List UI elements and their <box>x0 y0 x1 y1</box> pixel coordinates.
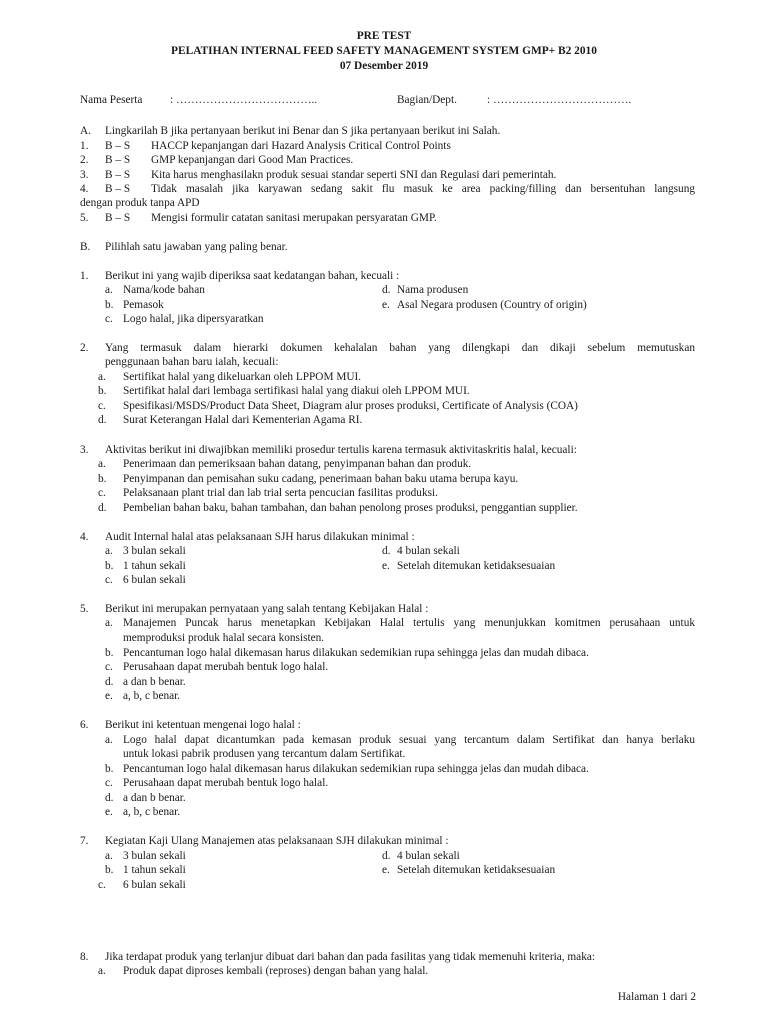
option-letter: c. <box>105 777 113 789</box>
option-text: a dan b benar. <box>123 792 186 804</box>
option-text: 1 tahun sekali <box>123 864 186 876</box>
option-letter: a. <box>98 965 106 977</box>
option-text: Nama/kode bahan <box>123 284 205 296</box>
tf-number: 5. <box>80 212 89 224</box>
option-text: Setelah ditemukan ketidaksesuaian <box>397 864 556 876</box>
option-text: 1 tahun sekali <box>123 560 186 572</box>
option-text: 3 bulan sekali <box>123 850 186 862</box>
question-number: 8. <box>80 951 89 963</box>
section-b-marker: B. <box>80 241 91 253</box>
tf-statement: Tidak masalah jika karyawan sedang sakit flu masuk ke area packing/filling dan bersentuhan langsung <box>151 183 695 195</box>
option-letter: d. <box>98 502 107 514</box>
option-text: Setelah ditemukan ketidaksesuaian <box>397 560 556 572</box>
name-label: Nama Peserta <box>80 94 143 106</box>
question-text: Audit Internal halal atas pelaksanaan SJH harus dilakukan minimal : <box>105 531 415 543</box>
option-text: Spesifikasi/MSDS/Product Data Sheet, Diagram alur proses produksi, Certificate of Analysis (COA) <box>123 400 578 412</box>
document-title: PRE TEST <box>356 30 412 42</box>
option-letter: d. <box>382 850 391 862</box>
option-text: Sertifikat halal dari lembaga sertifikasi halal yang diakui oleh LPPOM MUI. <box>123 385 470 397</box>
option-letter: c. <box>105 574 113 586</box>
dept-field: : ………………………………. <box>487 94 632 106</box>
tf-choice: B – S <box>105 140 131 152</box>
option-letter: a. <box>98 371 106 383</box>
option-text: Pelaksanaan plant trial dan lab trial serta pencucian fasilitas produksi. <box>123 487 438 499</box>
option-text: 6 bulan sekali <box>123 574 186 586</box>
tf-number: 1. <box>80 140 89 152</box>
option-letter: d. <box>105 676 114 688</box>
option-text: Pencantuman logo halal dikemasan harus dilakukan sedemikian rupa sehingga jelas dan mudah dibaca. <box>123 763 589 775</box>
option-letter: a. <box>105 850 113 862</box>
option-text: Penerimaan dan pemeriksaan bahan datang, penyimpanan bahan dan produk. <box>123 458 472 470</box>
option-text: Sertifikat halal yang dikeluarkan oleh LPPOM MUI. <box>123 371 362 383</box>
document-date: 07 Desember 2019 <box>339 60 429 72</box>
option-text-continued: memproduksi produk halal secara konsisten. <box>123 632 325 644</box>
option-letter: e. <box>105 690 113 702</box>
option-letter: c. <box>105 313 113 325</box>
option-letter: b. <box>105 763 114 775</box>
name-field: : ……………………………….. <box>170 94 318 106</box>
question-text: Berikut ini ketentuan mengenai logo halal : <box>105 719 301 731</box>
option-text: 4 bulan sekali <box>397 850 460 862</box>
tf-statement: Mengisi formulir catatan sanitasi merupakan persyaratan GMP. <box>151 212 437 224</box>
option-letter: c. <box>98 400 106 412</box>
tf-statement: HACCP kepanjangan dari Hazard Analysis Critical Control Points <box>151 140 451 152</box>
option-text: Logo halal dapat dicantumkan pada kemasan produk sesuai yang tercantum dalam Sertifikat dan hanya berlaku <box>123 734 695 746</box>
option-letter: c. <box>98 487 106 499</box>
option-letter: a. <box>105 284 113 296</box>
option-letter: e. <box>382 299 390 311</box>
option-text-continued: untuk lokasi pabrik produsen yang tercantum dalam Sertifikat. <box>123 748 406 760</box>
question-text-continued: penggunaan bahan baru ialah, kecuali: <box>105 356 279 368</box>
question-number: 1. <box>80 270 89 282</box>
question-number: 6. <box>80 719 89 731</box>
option-text: Pemasok <box>123 299 164 311</box>
option-text: Perusahaan dapat merubah bentuk logo halal. <box>123 661 329 673</box>
question-text: Berikut ini merupakan pernyataan yang salah tentang Kebijakan Halal : <box>105 603 429 615</box>
option-text: 6 bulan sekali <box>123 879 186 891</box>
question-text: Aktivitas berikut ini diwajibkan memiliki prosedur tertulis karena termasuk aktivitaskritis halal, kecuali: <box>105 444 577 456</box>
option-letter: e. <box>382 560 390 572</box>
question-text: Kegiatan Kaji Ulang Manajemen atas pelaksanaan SJH dilakukan minimal : <box>105 835 449 847</box>
option-text: Penyimpanan dan pemisahan suku cadang, penerimaan bahan baku utama berupa kayu. <box>123 473 519 485</box>
option-letter: d. <box>98 414 107 426</box>
option-text: a, b, c benar. <box>123 690 181 702</box>
tf-choice: B – S <box>105 154 131 166</box>
section-b-instruction: Pilihlah satu jawaban yang paling benar. <box>105 241 288 253</box>
option-letter: b. <box>98 473 107 485</box>
option-text: Nama produsen <box>397 284 469 296</box>
option-text: 4 bulan sekali <box>397 545 460 557</box>
tf-statement: GMP kepanjangan dari Good Man Practices. <box>151 154 354 166</box>
option-letter: e. <box>105 806 113 818</box>
option-letter: a. <box>105 734 113 746</box>
option-text: Surat Keterangan Halal dari Kementerian Agama RI. <box>123 414 363 426</box>
option-letter: b. <box>98 385 107 397</box>
option-letter: c. <box>105 661 113 673</box>
option-letter: d. <box>382 284 391 296</box>
dept-label: Bagian/Dept. <box>397 94 457 106</box>
question-text: Berikut ini yang wajib diperiksa saat kedatangan bahan, kecuali : <box>105 270 400 282</box>
section-a-instruction: Lingkarilah B jika pertanyaan berikut ini Benar dan S jika pertanyaan berikut ini Salah. <box>105 125 501 137</box>
tf-statement-continued: dengan produk tanpa APD <box>80 197 200 209</box>
tf-number: 2. <box>80 154 89 166</box>
option-text: a dan b benar. <box>123 676 186 688</box>
document-subtitle: PELATIHAN INTERNAL FEED SAFETY MANAGEMENT SYSTEM GMP+ B2 2010 <box>171 45 597 57</box>
question-number: 5. <box>80 603 89 615</box>
tf-number: 4. <box>80 183 89 195</box>
question-text: Jika terdapat produk yang terlanjur dibuat dari bahan dan pada fasilitas yang tidak memenuhi kriteria, maka: <box>105 951 595 963</box>
option-letter: d. <box>105 792 114 804</box>
section-a-marker: A. <box>80 125 91 137</box>
option-text: Produk dapat diproses kembali (reproses) dengan bahan yang halal. <box>123 965 429 977</box>
option-letter: b. <box>105 647 114 659</box>
question-number: 4. <box>80 531 89 543</box>
option-letter: b. <box>105 560 114 572</box>
option-text: Perusahaan dapat merubah bentuk logo halal. <box>123 777 329 789</box>
option-letter: d. <box>382 545 391 557</box>
tf-choice: B – S <box>105 169 131 181</box>
tf-statement: Kita harus menghasilakn produk sesuai standar seperti SNI dan Regulasi dari pemerintah. <box>151 169 557 181</box>
option-text: 3 bulan sekali <box>123 545 186 557</box>
option-letter: b. <box>105 864 114 876</box>
page-number: Halaman 1 dari 2 <box>617 991 696 1003</box>
tf-choice: B – S <box>105 183 131 195</box>
option-letter: a. <box>105 545 113 557</box>
option-letter: a. <box>105 617 113 629</box>
tf-choice: B – S <box>105 212 131 224</box>
option-letter: a. <box>98 458 106 470</box>
option-text: Manajemen Puncak harus menetapkan Kebijakan Halal tertulis yang menunjukkan komitmen perusahaan untuk <box>123 617 695 629</box>
option-text: Asal Negara produsen (Country of origin) <box>397 299 587 311</box>
option-text: Pembelian bahan baku, bahan tambahan, dan bahan penolong proses produksi, penggantian supplier. <box>123 502 578 514</box>
question-text: Yang termasuk dalam hierarki dokumen kehalalan bahan yang dilengkapi dan dikaji sebelum memutuskan <box>105 342 695 354</box>
option-text: Logo halal, jika dipersyaratkan <box>123 313 264 325</box>
option-letter: b. <box>105 299 114 311</box>
option-letter: c. <box>98 879 106 891</box>
tf-number: 3. <box>80 169 89 181</box>
option-letter: e. <box>382 864 390 876</box>
question-number: 7. <box>80 835 89 847</box>
option-text: a, b, c benar. <box>123 806 181 818</box>
question-number: 3. <box>80 444 89 456</box>
option-text: Pencantuman logo halal dikemasan harus dilakukan sedemikian rupa sehingga jelas dan mudah dibaca. <box>123 647 589 659</box>
question-number: 2. <box>80 342 89 354</box>
